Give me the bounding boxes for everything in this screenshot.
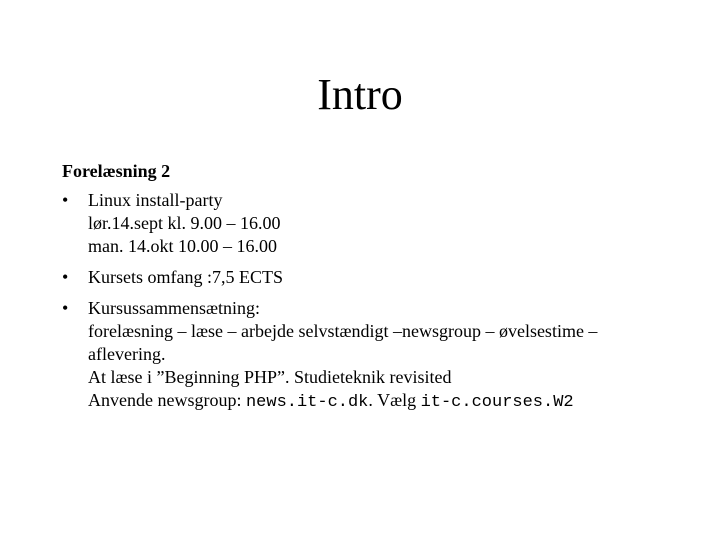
slide-body xyxy=(62,160,672,422)
bullet-mark: • xyxy=(62,298,69,318)
bullet-mark: • xyxy=(62,267,69,287)
bullet-install-party xyxy=(62,189,672,258)
reading-note: At læse i ”Beginning PHP”. Studieteknik revisited xyxy=(88,367,452,387)
install-party-date-2: man. 14.okt 10.00 – 16.00 xyxy=(88,236,277,256)
install-party-title: Linux install-party xyxy=(88,190,223,210)
newsgroup-line xyxy=(88,389,672,414)
install-party-date-1: lør.14.sept kl. 9.00 – 16.00 xyxy=(88,213,281,233)
bullet-course-scope xyxy=(62,266,672,289)
bullet-mark: • xyxy=(62,190,69,210)
section-heading: Forelæsning 2 xyxy=(62,161,171,181)
slide-title: Intro xyxy=(317,70,403,119)
composition-activities-cont: aflevering. xyxy=(88,344,166,364)
course-group-name: it-c.courses.W2 xyxy=(420,393,574,412)
composition-activities: forelæsning – læse – arbejde selvstændigt –newsgroup – øvelsestime – xyxy=(88,321,598,341)
newsgroup-middle: . Vælg xyxy=(368,390,421,410)
newsgroup-prefix: Anvende newsgroup: xyxy=(88,390,246,410)
newsgroup-name: news.it-c.dk xyxy=(245,393,369,412)
course-scope-text: Kursets omfang :7,5 ECTS xyxy=(88,267,283,287)
bullet-list xyxy=(62,189,672,414)
composition-heading: Kursussammensætning: xyxy=(88,298,261,318)
bullet-course-composition xyxy=(62,297,672,414)
